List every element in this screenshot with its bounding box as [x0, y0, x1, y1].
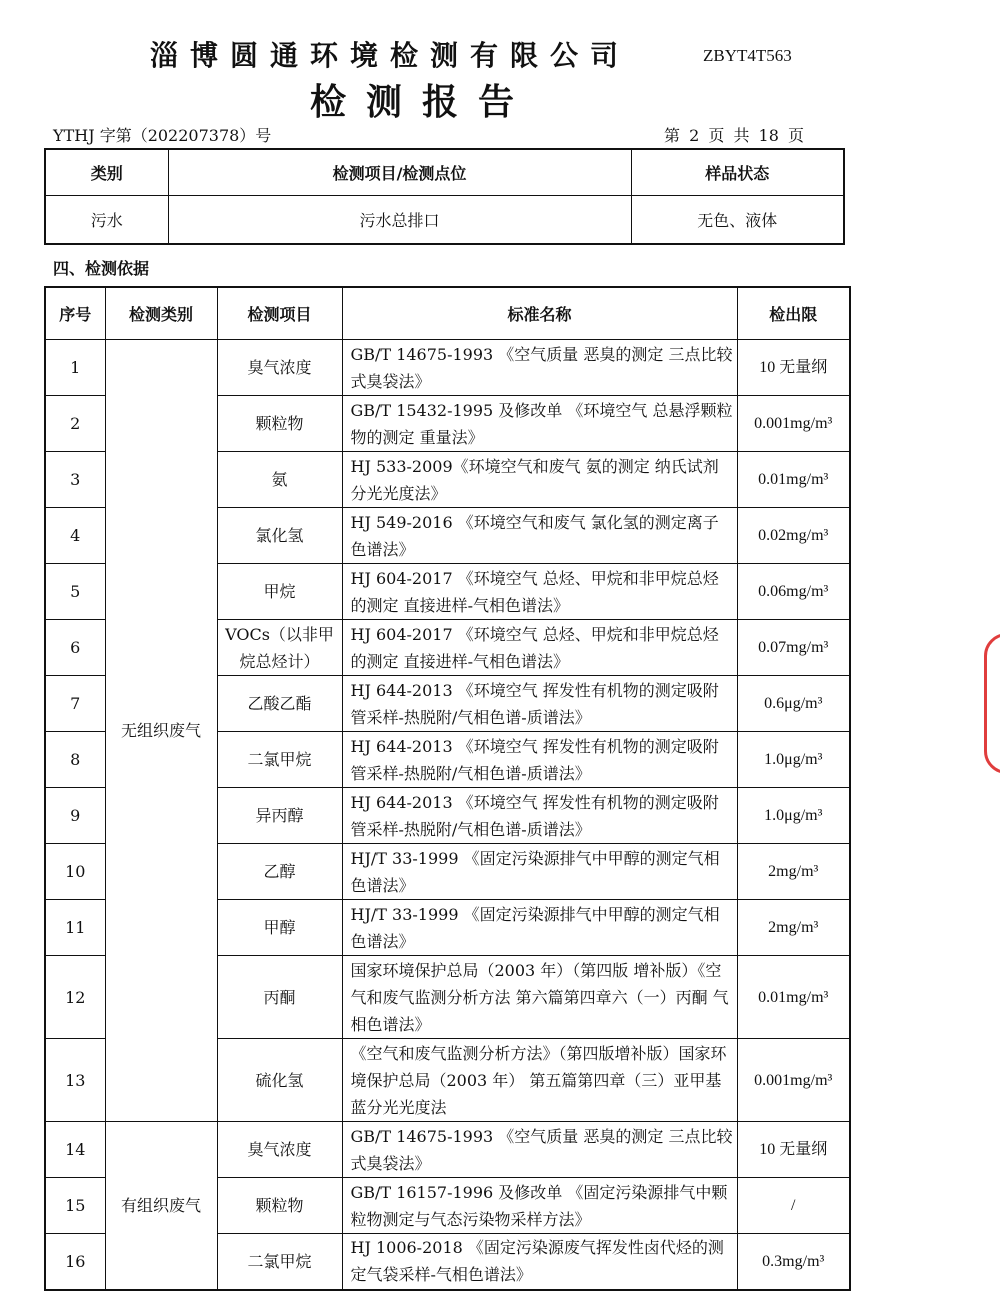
row-item: 氯化氢	[217, 508, 342, 564]
row-no: 13	[45, 1039, 105, 1122]
basis-table-header	[45, 287, 850, 340]
row-item: 颗粒物	[217, 1178, 342, 1234]
header-no: 序号	[45, 287, 105, 340]
category-fugitive: 无组织废气	[105, 340, 217, 1122]
row-no: 11	[45, 900, 105, 956]
header-item: 检测项目	[217, 287, 342, 340]
row-item: 二氯甲烷	[217, 1234, 342, 1290]
report-title: 检测报告	[310, 81, 535, 123]
table-row	[45, 1122, 850, 1178]
row-standard: GB/T 16157-1996 及修改单 《固定污染源排气中颗粒物测定与气态污染物采样方法》	[342, 1178, 737, 1234]
row-limit: 1.0μg/m³	[737, 732, 850, 788]
row-limit: 0.01mg/m³	[737, 452, 850, 508]
row-limit: 0.3mg/m³	[737, 1234, 850, 1290]
row-standard: HJ 604-2017 《环境空气 总烃、甲烷和非甲烷总烃的测定 直接进样-气相色谱法》	[342, 564, 737, 620]
row-limit: 2mg/m³	[737, 844, 850, 900]
row-no: 10	[45, 844, 105, 900]
row-no: 12	[45, 956, 105, 1039]
row-item: 乙酸乙酯	[217, 676, 342, 732]
row-no: 9	[45, 788, 105, 844]
sample-table	[44, 148, 845, 245]
row-limit: /	[737, 1178, 850, 1234]
header-item-location: 检测项目/检测点位	[168, 149, 631, 196]
sample-table-row	[45, 196, 844, 245]
row-no: 16	[45, 1234, 105, 1290]
company-name: 淄博圆通环境检测有限公司	[150, 39, 631, 72]
row-item: 氨	[217, 452, 342, 508]
row-standard: HJ 533-2009《环境空气和废气 氨的测定 纳氏试剂分光光度法》	[342, 452, 737, 508]
row-no: 5	[45, 564, 105, 620]
sample-table-header	[45, 149, 844, 196]
row-limit: 0.6μg/m³	[737, 676, 850, 732]
header-sample-state: 样品状态	[631, 149, 844, 196]
row-limit: 10 无量纲	[737, 340, 850, 396]
row-limit: 0.01mg/m³	[737, 956, 850, 1039]
row-standard: HJ 1006-2018 《固定污染源废气挥发性卤代烃的测定气袋采样-气相色谱法》	[342, 1234, 737, 1290]
sample-category: 污水	[45, 196, 168, 245]
row-limit: 1.0μg/m³	[737, 788, 850, 844]
row-no: 6	[45, 620, 105, 676]
row-no: 7	[45, 676, 105, 732]
section-title: 四、检测依据	[53, 259, 150, 278]
row-item: 甲醇	[217, 900, 342, 956]
row-limit: 2mg/m³	[737, 900, 850, 956]
row-no: 4	[45, 508, 105, 564]
row-item: 臭气浓度	[217, 340, 342, 396]
basis-table	[44, 286, 851, 1291]
sample-state: 无色、液体	[631, 196, 844, 245]
row-no: 3	[45, 452, 105, 508]
row-item: 二氯甲烷	[217, 732, 342, 788]
header-category: 检测类别	[105, 287, 217, 340]
row-item: VOCs（以非甲烷总烃计）	[217, 620, 342, 676]
table-row	[45, 340, 850, 396]
row-limit: 0.001mg/m³	[737, 1039, 850, 1122]
header-limit: 检出限	[737, 287, 850, 340]
header-standard: 标准名称	[342, 287, 737, 340]
row-item: 甲烷	[217, 564, 342, 620]
row-standard: HJ/T 33-1999 《固定污染源排气中甲醇的测定气相色谱法》	[342, 844, 737, 900]
row-item: 异丙醇	[217, 788, 342, 844]
row-limit: 0.07mg/m³	[737, 620, 850, 676]
row-item: 硫化氢	[217, 1039, 342, 1122]
row-limit: 0.06mg/m³	[737, 564, 850, 620]
red-seal-stamp	[984, 633, 1000, 774]
row-no: 14	[45, 1122, 105, 1178]
row-limit: 0.001mg/m³	[737, 396, 850, 452]
row-no: 1	[45, 340, 105, 396]
row-item: 颗粒物	[217, 396, 342, 452]
row-standard: GB/T 14675-1993 《空气质量 恶臭的测定 三点比较式臭袋法》	[342, 340, 737, 396]
row-no: 8	[45, 732, 105, 788]
row-standard: HJ 604-2017 《环境空气 总烃、甲烷和非甲烷总烃的测定 直接进样-气相色谱法》	[342, 620, 737, 676]
row-standard: HJ 549-2016 《环境空气和废气 氯化氢的测定离子色谱法》	[342, 508, 737, 564]
row-no: 15	[45, 1178, 105, 1234]
row-standard: 《空气和废气监测分析方法》（第四版增补版）国家环境保护总局（2003 年） 第五篇第四章（三）亚甲基蓝分光光度法	[342, 1039, 737, 1122]
sample-location: 污水总排口	[168, 196, 631, 245]
page-info: 第 2 页 共 18 页	[664, 126, 804, 145]
category-organized: 有组织废气	[105, 1122, 217, 1290]
row-item: 臭气浓度	[217, 1122, 342, 1178]
row-standard: HJ 644-2013 《环境空气 挥发性有机物的测定吸附管采样-热脱附/气相色谱-质谱法》	[342, 788, 737, 844]
header-category: 类别	[45, 149, 168, 196]
row-limit: 10 无量纲	[737, 1122, 850, 1178]
row-standard: HJ/T 33-1999 《固定污染源排气中甲醇的测定气相色谱法》	[342, 900, 737, 956]
report-number: YTHJ 字第（202207378）号	[53, 126, 272, 145]
row-standard: HJ 644-2013 《环境空气 挥发性有机物的测定吸附管采样-热脱附/气相色谱-质谱法》	[342, 676, 737, 732]
row-item: 丙酮	[217, 956, 342, 1039]
row-standard: HJ 644-2013 《环境空气 挥发性有机物的测定吸附管采样-热脱附/气相色谱-质谱法》	[342, 732, 737, 788]
row-standard: GB/T 15432-1995 及修改单 《环境空气 总悬浮颗粒物的测定 重量法》	[342, 396, 737, 452]
row-no: 2	[45, 396, 105, 452]
row-limit: 0.02mg/m³	[737, 508, 850, 564]
row-item: 乙醇	[217, 844, 342, 900]
row-standard: GB/T 14675-1993 《空气质量 恶臭的测定 三点比较式臭袋法》	[342, 1122, 737, 1178]
row-standard: 国家环境保护总局（2003 年）（第四版 增补版）《空气和废气监测分析方法 第六篇第四章六（一）丙酮 气相色谱法》	[342, 956, 737, 1039]
document-code: ZBYT4T563	[703, 46, 792, 65]
